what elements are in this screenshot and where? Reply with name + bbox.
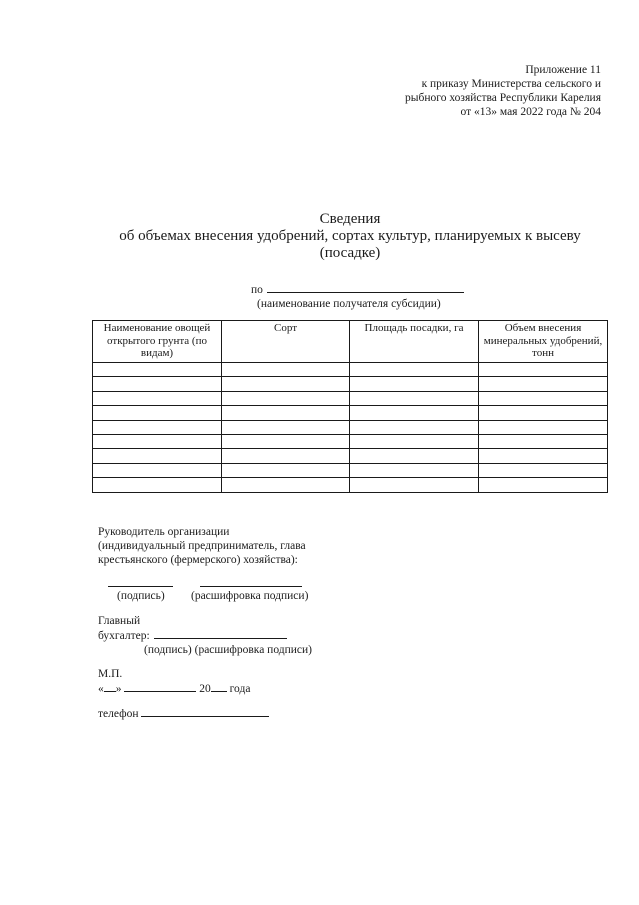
head-line-3: крестьянского (фермерского) хозяйства): [98,554,298,566]
table-row [93,420,608,434]
table-cell [222,463,350,477]
table-row [93,363,608,377]
table-cell [93,478,222,492]
phone-line [141,706,269,717]
appendix-line-2: к приказу Министерства сельского и [421,78,601,90]
table-cell [222,449,350,463]
table-row [93,377,608,391]
table-cell [222,363,350,377]
table-cell [222,406,350,420]
column-header-area: Площадь посадки, га [350,321,479,363]
table-cell [350,463,479,477]
table-cell [93,463,222,477]
table-row [93,406,608,420]
date-year-prefix: 20 [199,683,211,695]
table-row [93,463,608,477]
table-cell [479,363,608,377]
accountant-caption: (подпись) (расшифровка подписи) [144,644,313,656]
table-cell [479,449,608,463]
date-quote-close: » [115,683,122,695]
date-year-line [211,681,227,692]
table-cell [222,391,350,405]
column-header-vegetable: Наименование овощей открытого грунта (по видам) [93,321,222,363]
accountant-row [98,628,312,643]
column-header-variety: Сорт [222,321,350,363]
table-cell [350,478,479,492]
table-cell [479,463,608,477]
date-quote-open: « [98,683,104,695]
table-cell [222,420,350,434]
table-row [93,434,608,448]
phone-row [98,706,269,720]
head-line-1: Руководитель организации [98,526,230,538]
document-title [80,211,620,262]
head-decode-line [200,585,302,587]
accountant-line-1: Главный [98,615,141,627]
phone-label: телефон [98,708,139,720]
table-cell [222,478,350,492]
table-cell [222,377,350,391]
date-month-line [124,681,196,692]
table-cell [222,434,350,448]
table-cell [350,434,479,448]
title-line-1: Сведения [319,211,381,227]
table-cell [93,406,222,420]
accountant-block [98,614,312,657]
table-cell [350,449,479,463]
table-row [93,449,608,463]
head-line-2: (индивидуальный предприниматель, глава [98,540,306,552]
recipient-prefix: по [251,284,263,296]
table-cell [479,478,608,492]
recipient-blank-line [267,283,464,293]
recipient-row [251,283,464,297]
table-cell [350,420,479,434]
accountant-label: бухгалтер: [98,630,150,642]
date-year-suffix: года [229,683,251,695]
table-cell [350,363,479,377]
date-day-line [104,681,116,692]
table-cell [93,377,222,391]
title-line-3: (посадке) [319,245,381,261]
recipient-block [251,283,464,311]
table-cell [350,406,479,420]
table-cell [479,377,608,391]
title-line-2: об объемах внесения удобрений, сортах культур, планируемых к высеву [119,228,581,244]
recipient-caption: (наименование получателя субсидии) [257,298,441,310]
accountant-signature-line [154,628,287,639]
table-cell [93,434,222,448]
stamp-date-block [98,667,250,696]
table-cell [479,420,608,434]
table-cell [479,434,608,448]
table-cell [93,449,222,463]
appendix-line-4: от «13» мая 2022 года № 204 [460,106,601,118]
table-cell [93,363,222,377]
table-row [93,391,608,405]
head-signature-line [108,585,173,587]
stamp-label: М.П. [98,668,123,680]
table-header-row [93,321,608,363]
head-decode-caption: (расшифровка подписи) [191,590,309,602]
table-cell [350,391,479,405]
appendix-header [405,63,601,119]
head-signature-caption: (подпись) [117,590,165,602]
table-row [93,478,608,492]
table-cell [93,420,222,434]
table-cell [479,391,608,405]
data-table [92,320,608,493]
table-cell [479,406,608,420]
table-body [93,363,608,493]
table-cell [350,377,479,391]
appendix-line-3: рыбного хозяйства Республики Карелия [405,92,601,104]
table-cell [93,391,222,405]
head-signature-block [98,525,306,567]
appendix-line-1: Приложение 11 [525,64,601,76]
column-header-fertilizer: Объем внесения минеральных удобрений, тонн [479,321,608,363]
date-row [98,681,250,696]
